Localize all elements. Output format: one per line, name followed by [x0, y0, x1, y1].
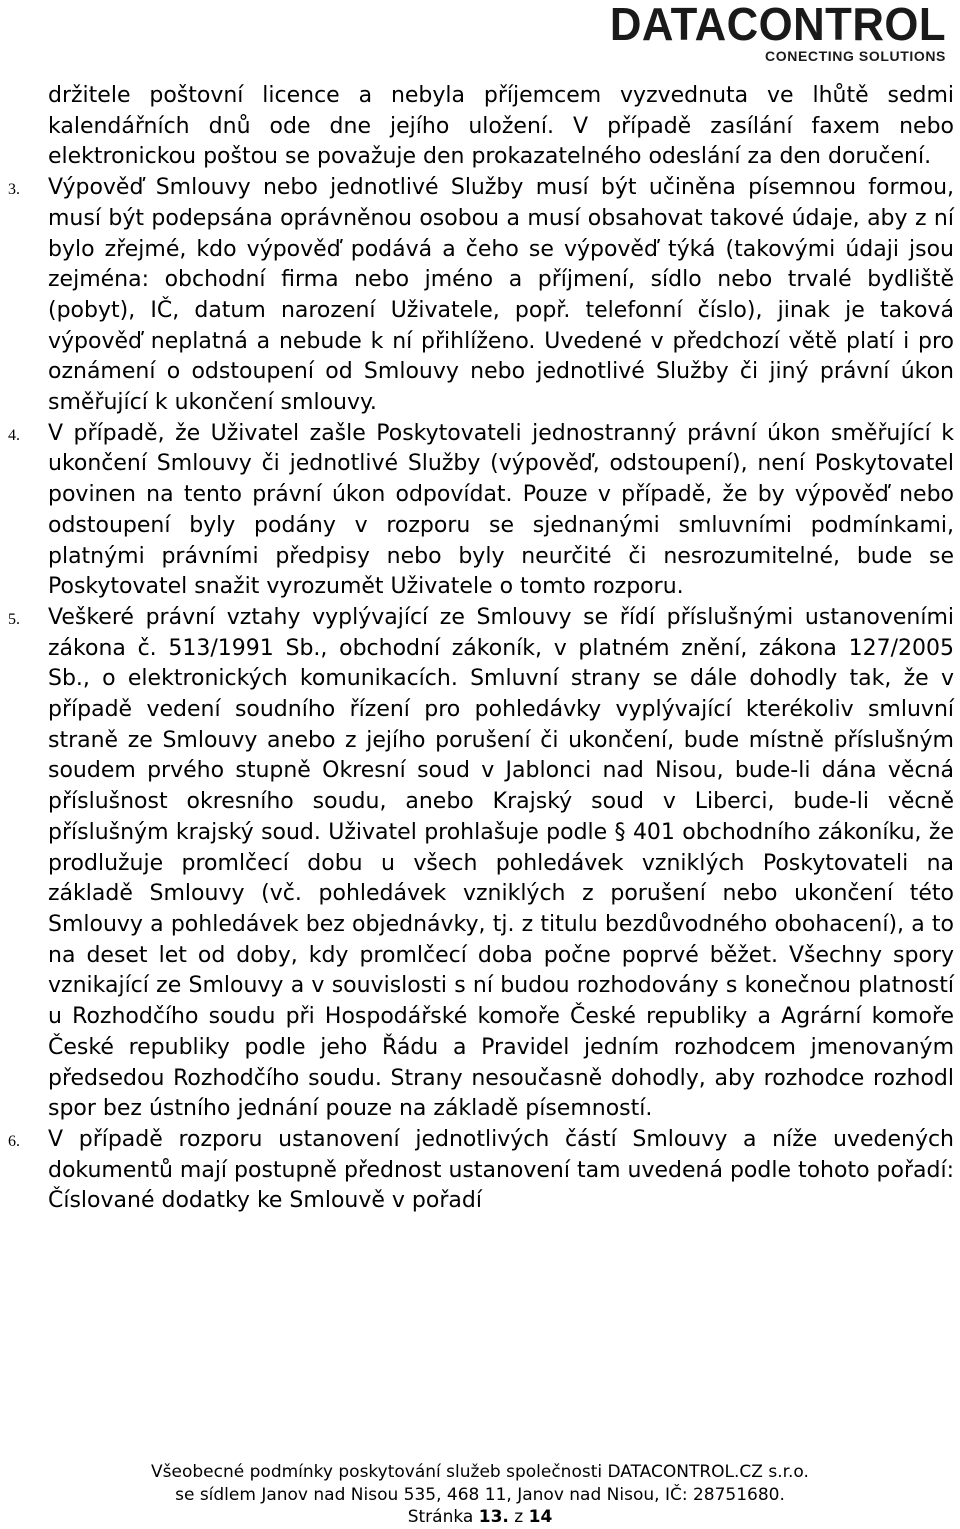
page-current: 13. — [478, 1507, 509, 1527]
item-number: 6. — [8, 1132, 20, 1150]
item-text: V případě rozporu ustanovení jednotlivých částí Smlouvy a níže uvedených dokumentů mají postupně přednost ustanovení tam uvedená podle tohoto pořadí: Číslované dodatky ke Smlouvě v pořadí — [48, 1126, 954, 1214]
document-body — [8, 81, 954, 1217]
item-text: držitele poštovní licence a nebyla příjemcem vyzvednuta ve lhůtě sedmi kalendářních dnů ode dne jejího uložení. V případě zasílání faxem nebo elektronickou poštou se považuje den prokazatelného odeslání za den doručení. — [48, 83, 954, 170]
list-item-6 — [8, 1125, 954, 1217]
page-label: Stránka — [407, 1507, 474, 1527]
item-number: 4. — [8, 426, 20, 444]
logo-wordmark: DATACONTROL — [609, 0, 946, 50]
item-text: V případě, že Uživatel zašle Poskytovateli jednostranný právní úkon směřující k ukončení Smlouvy či jednotlivé Služby (výpověď, odstoupení), není Poskytovatel povinen na tento právní úkon odpovídat. Pouze v případě, že by výpověď nebo odstoupení byly podány v rozporu se sjednanými smluvními podmínkami, platnými právními předpisy nebo byly neurčité či nesrozumitelné, bude se Poskytovatel snažit vyrozumět Uživatele o tomto rozporu. — [48, 420, 954, 600]
item-text: Výpověď Smlouvy nebo jednotlivé Služby musí být učiněna písemnou formou, musí být podepsána oprávněnou osobou a musí obsahovat takové údaje, aby z ní bylo zřejmé, kdo výpověď podává a čeho se výpověď týká (takovými údaji jsou zejména: obchodní firma nebo jméno a příjmení, sídlo nebo trvalé bydliště (pobyt), IČ, datum narození Uživatele, popř. telefonní číslo), jinak je taková výpověď neplatná a nebude k ní přihlíženo. Uvedené v předchozí větě platí i pro oznámení o odstoupení od Smlouvy nebo jednotlivé Služby či jiný právní úkon směřující k ukončení smlouvy. — [48, 175, 954, 416]
item-text: Veškeré právní vztahy vyplývající ze Smlouvy se řídí příslušnými ustanoveními zákona č. 513/1991 Sb., obchodní zákoník, v platném znění, zákona 127/2005 Sb., o elektronických komunikacích. Smluvní strany se dále dohodly tak, že v případě vedení soudního řízení pro pohledávky vyplývající kterékoliv smluvní straně ze Smlouvy anebo z jejího porušení či ukončení, bude místně příslušným soudem prvého stupně Okresní soud v Jablonci nad Nisou, bude-li dána věcná příslušnost okresního soudu, anebo Krajský soud v Liberci, bude-li věcně příslušným krajský soud. Uživatel prohlašuje podle § 401 obchodního zákoníku, že prodlužuje promlčecí dobu u všech pohledávek vzniklých Poskytovateli na základě Smlouvy (vč. pohledávek vzniklých z porušení nebo ukončení této Smlouvy a pohledávek bez objednávky, tj. z titulu bezdůvodného obohacení), a to na deset let od doby, kdy promlčecí doba počne poprvé běžet. Všechny spory vznikající ze Smlouvy a v souvislosti s ní budou rozhodovány s konečnou platností u Rozhodčího soudu při Hospodářské komoře České republiky a Agrární komoře České republiky podle jeho Řádu a Pravidel jedním rozhodcem jmenovaným předsedou Rozhodčího soudu. Strany nesoučasně dohodly, aby rozhodce rozhodl spor bez ústního jednání pouze na základě písemností. — [48, 604, 954, 1122]
item-number: 3. — [8, 181, 20, 199]
logo-tagline: CONECTING SOLUTIONS — [765, 48, 946, 64]
paragraph-continuation — [8, 81, 954, 173]
page-total: 14 — [528, 1507, 553, 1527]
item-number: 5. — [8, 610, 20, 628]
footer-document-title: Všeobecné podmínky poskytování služeb společnosti DATACONTROL.CZ s.r.o. — [151, 1462, 809, 1482]
list-item-3 — [8, 173, 954, 419]
list-item-5 — [8, 603, 954, 1125]
company-logo — [566, 0, 946, 64]
page-number — [0, 1506, 960, 1529]
page-footer — [0, 1461, 960, 1529]
footer-company-address: se sídlem Janov nad Nisou 535, 468 11, Janov nad Nisou, IČ: 28751680. — [175, 1484, 785, 1505]
page-separator: z — [514, 1507, 524, 1527]
list-item-4 — [8, 419, 954, 603]
